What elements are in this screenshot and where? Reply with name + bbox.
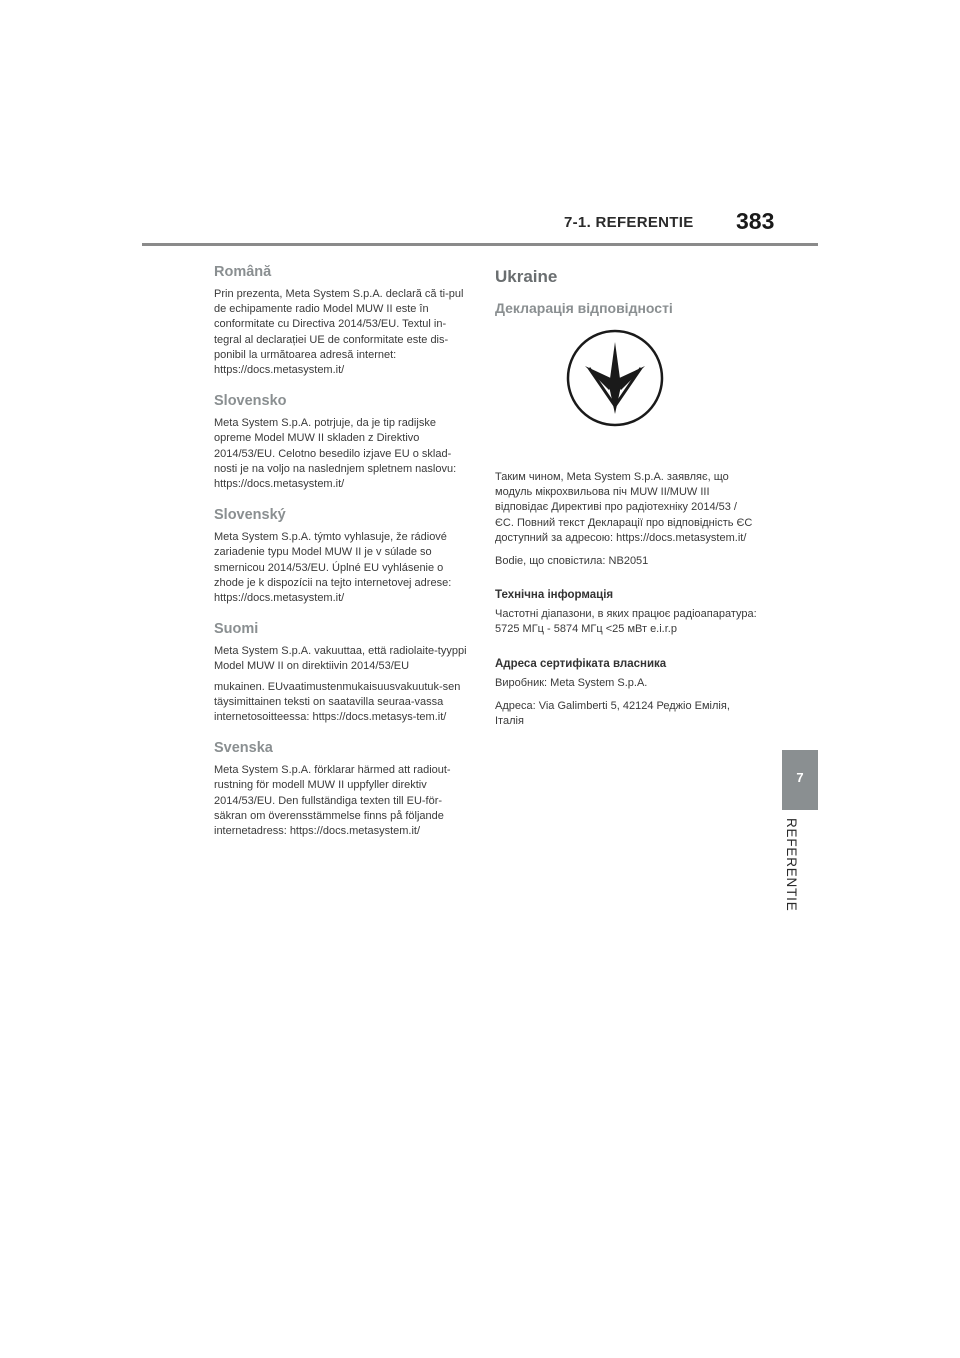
chapter-number: 7 bbox=[796, 770, 804, 785]
section-heading: Slovenský bbox=[214, 507, 286, 524]
notified-body: Bodie, що сповістила: NB2051 bbox=[495, 555, 649, 568]
chapter-label: REFERENTIE bbox=[784, 818, 799, 912]
section-heading: Suomi bbox=[214, 621, 259, 638]
tech-info-heading: Технічна інформація bbox=[495, 589, 614, 602]
ukraine-conformity-mark-icon bbox=[565, 328, 665, 428]
section-heading: Slovensko bbox=[214, 393, 287, 410]
section-heading: Svenska bbox=[214, 740, 273, 757]
manufacturer-text: Виробник: Meta System S.p.A. bbox=[495, 676, 648, 689]
page-number: 383 bbox=[736, 208, 775, 234]
section-text: Meta System S.p.A. vakuuttaa, että radiolaite-tyyppi Model MUW II on direktiivin 2014/53/EU bbox=[214, 645, 467, 673]
section-heading: Română bbox=[214, 264, 272, 280]
section-text: Meta System S.p.A. förklarar härmed att radiout-rustning för modell MUW II uppfyller direktiv 2014/53/EU. Den fullständiga texten till EU-för-säkran om överensstämmelse finns på följande internetadress: https://docs.metasystem.it/ bbox=[214, 764, 451, 838]
section-text: Prin prezenta, Meta System S.p.A. declară că ti-pul de echipamente radio Model MUW II este în conformitate cu Directiva 2014/53/EU. Textul in-tegral al declarației UE de conformitate este dis-ponibil la următoarea adresă internet: https://docs.metasystem.it/ bbox=[214, 288, 464, 377]
left-column bbox=[214, 264, 470, 854]
declaration-heading: Декларація відповідності bbox=[495, 300, 673, 316]
section-svenska bbox=[214, 740, 470, 839]
section-suomi bbox=[214, 621, 470, 725]
ukraine-heading: Ukraine bbox=[495, 267, 558, 286]
section-slovensky bbox=[214, 507, 470, 606]
section-text: mukainen. EUvaatimustenmukaisuusvakuutuk-sen täysimittainen teksti on saatavilla seuraa-vassa internetosoitteessa: https://docs.metasys-tem.it/ bbox=[214, 680, 461, 724]
header-divider bbox=[142, 243, 818, 246]
address-text: Адреса: Via Galimberti 5, 42124 Реджіо Емілія, Італія bbox=[495, 699, 730, 728]
section-slovensko bbox=[214, 393, 470, 492]
chapter-tab bbox=[782, 750, 818, 810]
section-text: Meta System S.p.A. potrjuje, da je tip radijske opreme Model MUW II skladen z Direktivo 2014/53/EU. Celotno besedilo izjave EU o sklad-nosti je na voljo na naslednjem spletnem naslovu: https://docs.metasystem.it/ bbox=[214, 417, 457, 491]
right-column bbox=[495, 267, 757, 737]
conformity-mark bbox=[495, 328, 757, 448]
section-romana bbox=[214, 264, 470, 378]
declaration-text: Таким чином, Meta System S.p.A. заявляє, що модуль мікрохвильова піч MUW II/MUW III відповідає Директиві про радіотехніку 2014/53 / ЄС. Повний текст Декларації про відповідність ЄС доступний за адресою: https://docs.metasystem.it/ bbox=[495, 471, 753, 544]
running-header-title: 7-1. REFERENTIE bbox=[564, 214, 694, 231]
section-text: Meta System S.p.A. týmto vyhlasuje, že rádiové zariadenie typu Model MUW II je v súlade so smernicou 2014/53/EU. Úplné EU vyhlásenie o zhode je k dispozícii na tejto internetovej adrese: https://docs.metasystem.it/ bbox=[214, 531, 452, 605]
tech-info-text: Частотні діапазони, в яких працює радіоапаратура: 5725 МГц - 5874 МГц <25 мВт e.i.r.p bbox=[495, 608, 757, 636]
cert-address-heading: Адреса сертифіката власника bbox=[495, 657, 667, 670]
